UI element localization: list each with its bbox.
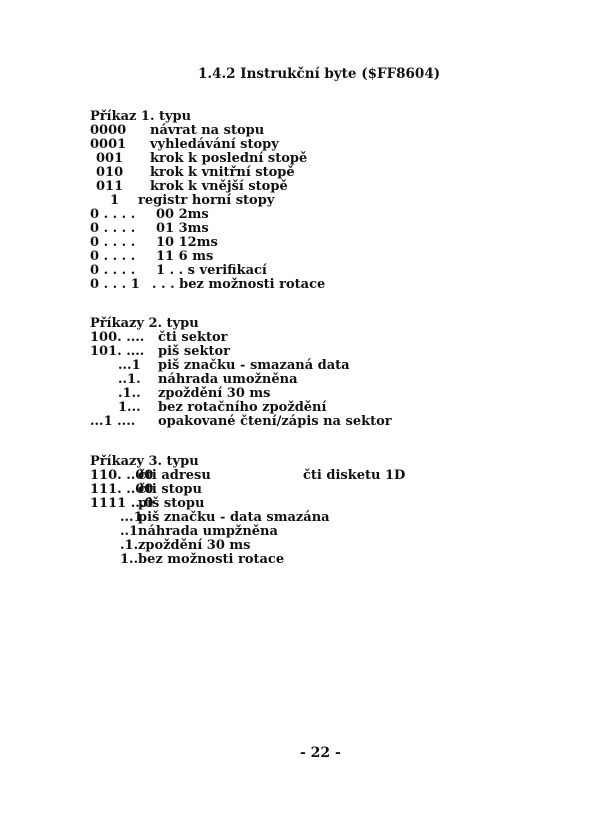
- command-row: [90, 358, 350, 373]
- section-title: 1.4.2 Instrukční byte ($FF8604): [198, 66, 441, 82]
- command-row: [90, 386, 271, 401]
- bit-code: 110. ..00: [90, 468, 154, 483]
- bit-code: 100. ....: [90, 330, 145, 345]
- command-description: opakované čtení/zápis na sektor: [158, 414, 392, 429]
- command-description: zpoždění 30 ms: [138, 538, 251, 553]
- bit-code: 0000: [90, 123, 127, 138]
- command-description: 1 . . s verifikací: [156, 263, 267, 278]
- bit-code: .1..: [120, 538, 143, 553]
- bit-code: 101. ....: [90, 344, 145, 359]
- command-description: 00 2ms: [156, 207, 209, 222]
- command-description: 10 12ms: [156, 235, 218, 250]
- bit-code: 001: [96, 151, 124, 166]
- command-row: [90, 524, 278, 539]
- section-heading: Příkaz 1. typu: [90, 109, 192, 124]
- command-description: bez rotačního zpoždění: [158, 400, 327, 415]
- bit-code: ..1.: [118, 372, 141, 387]
- command-row: [90, 207, 209, 222]
- command-description: bez možnosti rotace: [138, 552, 285, 567]
- command-description: registr horní stopy: [138, 193, 275, 208]
- command-row: [90, 344, 230, 359]
- command-row: [90, 193, 275, 208]
- command-row: [90, 151, 308, 166]
- command-row: [90, 538, 251, 553]
- section-command-type-3: [90, 454, 406, 567]
- command-description: piš značku - smazaná data: [158, 358, 350, 373]
- command-row: [90, 179, 288, 194]
- command-description: vyhledávání stopy: [150, 137, 279, 152]
- section-heading: Příkazy 3. typu: [90, 454, 199, 469]
- bit-code: ...1: [120, 510, 143, 525]
- bit-code: 011: [96, 179, 124, 194]
- bit-code: .1..: [118, 386, 141, 401]
- command-description: 01 3ms: [156, 221, 209, 236]
- command-row: [90, 249, 214, 264]
- command-description: 11 6 ms: [156, 249, 214, 264]
- command-row: [90, 221, 209, 236]
- command-row: [90, 165, 295, 180]
- command-row: [90, 400, 327, 415]
- command-note: čti disketu 1D: [303, 468, 406, 483]
- command-row: [90, 235, 218, 250]
- command-row: [90, 510, 330, 525]
- command-row: [90, 552, 285, 567]
- bit-code: 0 . . . 1: [90, 277, 140, 292]
- bit-code: ...1: [118, 358, 141, 373]
- section-heading: Příkazy 2. typu: [90, 316, 199, 331]
- command-description: . . . bez možnosti rotace: [152, 277, 326, 292]
- command-row: [90, 277, 326, 292]
- command-description: zpoždění 30 ms: [158, 386, 271, 401]
- section-command-type-1: [90, 109, 326, 292]
- bit-code: ..1.: [120, 524, 143, 539]
- bit-code: 1: [110, 193, 120, 208]
- command-description: piš značku - data smazána: [138, 510, 330, 525]
- bit-code: 010: [96, 165, 124, 180]
- command-row: [90, 414, 392, 429]
- bit-code: 1...: [118, 400, 141, 415]
- command-description: návrat na stopu: [150, 123, 265, 138]
- command-row: [90, 372, 298, 387]
- bit-code: 0 . . . .: [90, 221, 136, 236]
- command-row: [90, 496, 205, 511]
- page-number: - 22 -: [300, 745, 341, 761]
- bit-code: 0 . . . .: [90, 263, 136, 278]
- bit-code: 0 . . . .: [90, 235, 136, 250]
- command-row: [90, 330, 228, 345]
- command-row: [90, 482, 202, 497]
- command-description: náhrada umpžněna: [138, 524, 278, 539]
- command-row: [90, 263, 267, 278]
- command-description: krok k poslední stopě: [150, 151, 308, 166]
- bit-code: 1111 ...0: [90, 496, 154, 511]
- command-description: náhrada umožněna: [158, 372, 298, 387]
- bit-code: 0 . . . .: [90, 249, 136, 264]
- command-row: [90, 468, 406, 483]
- command-description: čti sektor: [158, 330, 228, 345]
- command-row: [90, 137, 279, 152]
- command-description: piš sektor: [158, 344, 230, 359]
- section-command-type-2: [90, 316, 392, 429]
- command-description: čti adresu: [138, 468, 211, 483]
- command-description: krok k vnitřní stopě: [150, 165, 295, 180]
- bit-code: 111. ..00: [90, 482, 154, 497]
- command-description: piš stopu: [138, 496, 205, 511]
- bit-code: 0 . . . .: [90, 207, 136, 222]
- bit-code: 0001: [90, 137, 127, 152]
- bit-code: 1...: [120, 552, 143, 567]
- command-description: krok k vnější stopě: [150, 179, 288, 194]
- command-description: čti stopu: [138, 482, 202, 497]
- bit-code: ...1 ....: [90, 414, 136, 429]
- command-row: [90, 123, 265, 138]
